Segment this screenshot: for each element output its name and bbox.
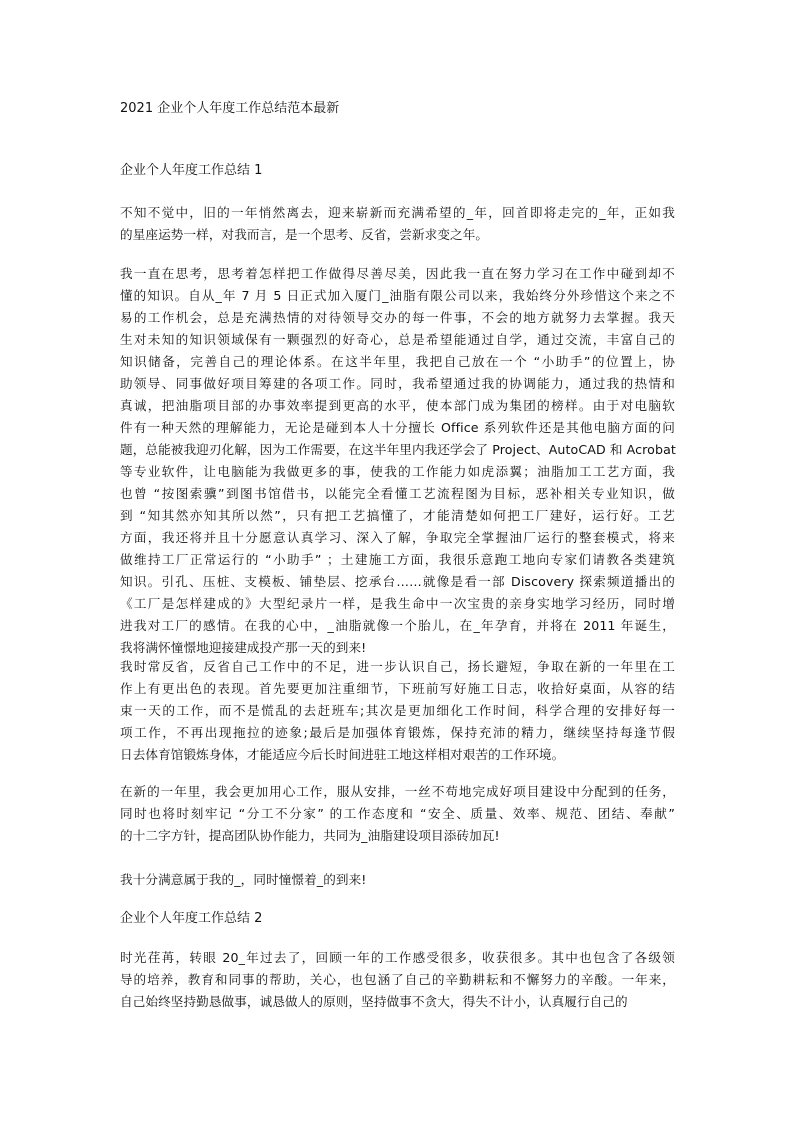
text-line: 我时常反省，反省自己工作中的不足，进一步认识自己，扬长避短，争取在新的一年里在工 — [120, 659, 675, 674]
section-1-paragraph-5 — [120, 869, 675, 891]
text-line: 懂的知识。自从_年 7 月 5 日正式加入厦门_油脂有限公司以来，我始终分外珍惜这个来之不 — [120, 288, 675, 303]
text-line: 做维持工厂正常运行的 “小助手” ；土建施工方面，我很乐意跑工地向专家们请教各类建筑 — [120, 552, 675, 567]
text-line: 等专业软件，让电脑能为我做更多的事，使我的工作能力如虎添翼；油脂加工工艺方面，我 — [120, 464, 675, 479]
text-line: 的十二字方针，提高团队协作能力，共同为_油脂建设项目添砖加瓦! — [120, 828, 500, 843]
text-line: 到 “知其然亦知其所以然”，只有把工艺搞懂了，才能清楚如何把工厂建好，运行好。工艺 — [120, 508, 675, 523]
text-line: 进我对工厂的感情。在我的心中，_油脂就像一个胎儿，在_年孕育，并将在 2011 年诞生， — [120, 618, 675, 633]
text-line: 在新的一年里，我会更加用心工作，服从安排，一丝不苟地完成好项目建设中分配到的任务， — [120, 784, 675, 799]
section-1-paragraph-1 — [120, 202, 675, 246]
text-line: 方面，我还将并且十分愿意认真学习、深入了解，争取完全掌握油厂运行的整套模式，将来 — [120, 530, 675, 545]
text-line: 项工作，不再出现拖拉的迹象;最后是加强体育锻炼，保持充沛的精力，继续坚持每逢节假 — [120, 725, 675, 740]
text-line: 真诚，把油脂项目部的办事效率提到更高的水平，使本部门成为集团的榜样。由于对电脑软 — [120, 398, 675, 413]
text-line: 我十分满意属于我的_，同时憧憬着_的到来! — [120, 872, 367, 887]
text-line: 生对未知的知识领域保有一颗强烈的好奇心，总是希望能通过自学，通过交流，丰富自己的 — [120, 332, 675, 347]
text-line: 导的培养，教育和同事的帮助，关心，也包涵了自己的辛勤耕耘和不懈努力的辛酸。一年来， — [120, 972, 675, 987]
section-1-paragraph-2 — [120, 263, 675, 659]
text-line: 的星座运势一样，对我而言，是一个思考、反省，尝新求变之年。 — [120, 227, 489, 242]
text-line: 作上有更出色的表现。首先要更加注重细节，下班前写好施工日志，收拾好桌面，从容的结 — [120, 681, 675, 696]
text-line: 件有一种天然的理解能力，无论是碰到本人十分擅长 Office 系列软件还是其他电脑方面的问 — [120, 420, 675, 435]
document-title: 2021 企业个人年度工作总结范本最新 — [120, 101, 340, 116]
text-line: 日去体育馆锻炼身体，才能适应今后长时间进驻工地这样相对艰苦的工作环境。 — [120, 747, 565, 762]
section-2-heading: 企业个人年度工作总结 2 — [120, 911, 263, 926]
text-line: 助领导、同事做好项目筹建的各项工作。同时，我希望通过我的协调能力，通过我的热情和 — [120, 376, 675, 391]
text-line: 《工厂是怎样建成的》大型纪录片一样，是我生命中一次宝贵的亲身实地学习经历，同时增 — [120, 596, 675, 611]
text-line: 我将满怀憧憬地迎接建成投产那一天的到来! — [120, 640, 367, 655]
section-1-heading: 企业个人年度工作总结 1 — [120, 163, 263, 178]
section-2-paragraph-1 — [120, 947, 675, 1013]
text-line: 题，总能被我迎刃化解，因为工作需要，在这半年里内我还学会了 Project、AutoCAD 和 Acrobat — [120, 442, 676, 457]
text-line: 时光荏苒，转眼 20_年过去了，回顾一年的工作感受很多，收获很多。其中也包含了各级领 — [120, 950, 675, 965]
text-line: 自己始终坚持勤恳做事，诚恳做人的原则，坚持做事不贪大，得失不计小，认真履行自己的 — [120, 994, 628, 1009]
text-line: 不知不觉中，旧的一年悄然离去，迎来崭新而充满希望的_年，回首即将走完的_年，正如我 — [120, 205, 675, 220]
text-line: 束一天的工作，而不是慌乱的去赶班车;其次是更加细化工作时间，科学合理的安排好每一 — [120, 703, 675, 718]
text-line: 知识。引孔、压桩、支模板、铺垫层、挖承台……就像是看一部 Discovery 探索频道播出的 — [120, 574, 675, 589]
text-line: 我一直在思考，思考着怎样把工作做得尽善尽美，因此我一直在努力学习在工作中碰到却不 — [120, 266, 675, 281]
section-1-paragraph-4 — [120, 781, 675, 847]
text-line: 也曾 “按图索骥”到图书馆借书，以能完全看懂工艺流程图为目标，恶补相关专业知识，做 — [120, 486, 675, 501]
text-line: 同时也将时刻牢记 “分工不分家” 的工作态度和 “安全、质量、效率、规范、团结、奉献” — [120, 806, 675, 821]
text-line: 易的工作机会，总是充满热情的对待领导交办的每一件事，不会的地方就努力去掌握。我天 — [120, 310, 675, 325]
text-line: 知识储备，完善自己的理论体系。在这半年里，我把自己放在一个 “小助手”的位置上，协 — [120, 354, 675, 369]
section-1-paragraph-3 — [120, 656, 675, 766]
